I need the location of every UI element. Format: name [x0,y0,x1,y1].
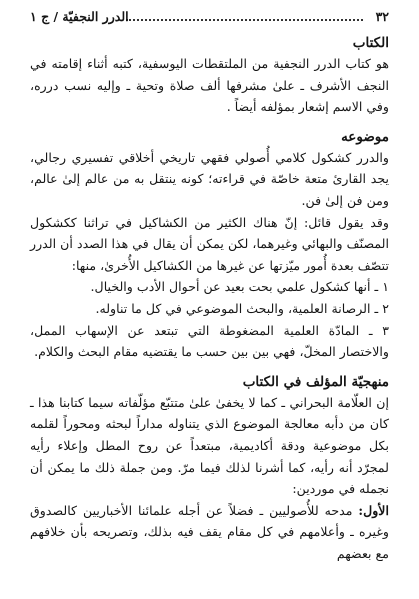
first-point-label: الأول: [358,502,389,518]
feature-item-1: ١ ـ أنها كشكول علمي بحت بعيد عن أحوال الأدب والخيال. [90,279,389,295]
first-point-text: مدحه للأُصوليين ـ فضلاً عن أجله علمائنا الأخباريين كالصدوق وغيره ـ وأعلامهم في كل مقام يقف فيه بذلك، وتصريحه بأن خلافهم مع بعضهم [30,502,389,561]
header-dot-leader [126,19,363,21]
section-heading-subject: موضوعه [341,128,389,145]
running-title: الدرر النجفيّة / ج ١ [30,9,129,24]
running-header [30,9,389,27]
method-paragraph-2 [30,500,389,565]
book-paragraph: هو كتاب الدرر النجفية من الملتقطات اليوسفية، كتبه أثناء إقامته في النجف الأشرف ـ علىٰ مشرفها ألف صلاة وتحية ـ وإليه نسب درره، وفي الاسم إشعار بمؤلفه أيضاً . [30,56,389,115]
method-paragraph-1: إن العلّامة البحراني ـ كما لا يخفىٰ علىٰ متتبّع مؤلّفاته سيما كتابنا هذا ـ كان من دأبه معالجة الموضوع الذي يتناوله مداراً لبحثه ومحوراً لقلمه بكل موضوعية ودقة أكاديمية، مبتعداً عن روح المطل وإعلاء رأيه لمجرّد أنه رأيه، كما أشرنا لذلك فيما مرّ. ومن جملة ذلك ما يمكن أن نجمله في موردين: [30,394,389,497]
section-heading-method: منهجيّة المؤلف في الكتاب [242,373,389,390]
page-number: ٣٢ [375,9,389,24]
subject-paragraph-1: والدرر كشكول كلامي أُصولي فقهي تاريخي أخلاقي تفسيري رجالي، يجد القارئ متعة خاصّة في قراءته؛ كونه ينتقل به من عالم إلىٰ عالم، ومن فن إلىٰ فن. [30,149,389,208]
page-body [30,33,389,564]
section-heading-book: الكتاب [352,35,389,51]
subject-paragraph-2: وقد يقول قائل: إنّ هناك الكثير من الكشاكيل في تراثنا ككشكول المصنّف والبهائي وغيرهما، لكن يمكن أن يقال في هذا الصدد أن الدرر تتصّف بعدة أُمور ميّزتها عن غيرها من الكشاكيل الأُخرىٰ، منها: [30,214,389,273]
feature-item-3: ٣ ـ المادّة العلمية المضغوطة التي تبتعد عن الإسهاب الممل، والاختصار المخلّ، فهي بين بين حسب ما يقتضيه مقام البحث والكلام. [30,322,389,360]
feature-item-2: ٢ ـ الرصانة العلمية، والبحث الموضوعي في كل ما تناوله. [95,300,389,316]
